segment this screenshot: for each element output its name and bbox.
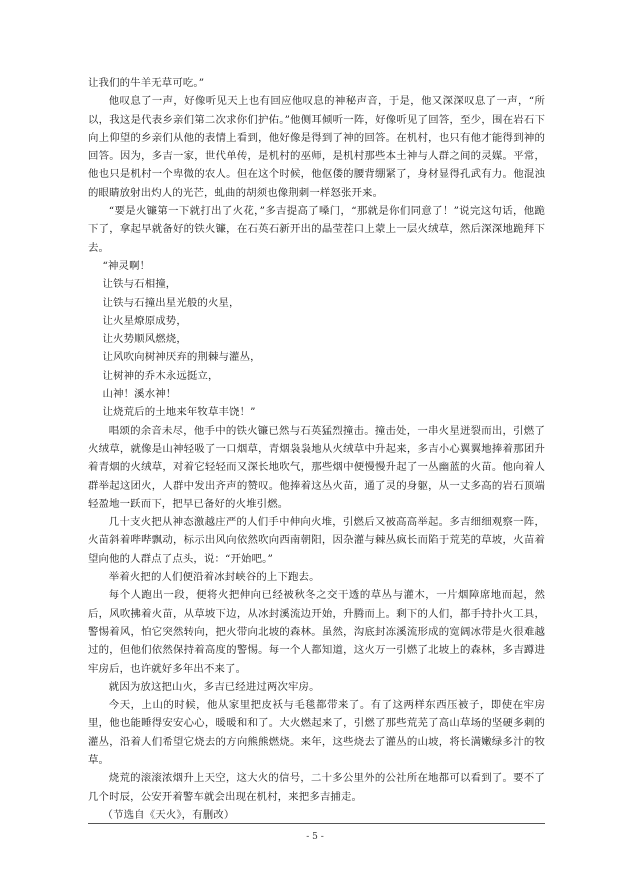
footer-divider [88, 823, 545, 824]
paragraph: 几十支火把从神态激越庄严的人们手中伸向火堆，引燃后又被高高举起。多吉细细观察一阵，火苗斜着哔哔飘动，标示出风向依然吹向西南朝阳，因杂灌与棘丛疯长而陷于荒芜的草坡，火苗着望向他的人群点了点头，说：“开始吧。” [88, 516, 545, 565]
paragraph: 烧荒的滚滚浓烟升上天空，这大火的信号，二十多公里外的公社所在地都可以看到了。要不了几个时辰，公安开着警车就会出现在机村，来把多吉捕走。 [88, 772, 545, 803]
verse-line: 让铁与石相撞， [102, 278, 177, 291]
verse-line: 让风吹向树神厌弃的荆棘与灌丛， [102, 351, 261, 364]
article-body [88, 74, 545, 824]
paragraph: 举着火把的人们便沿着冰封峡谷的上下跑去。 [108, 571, 320, 584]
verse-line: 山神！溪水神！ [102, 388, 177, 401]
page-number: - 5 - [306, 832, 324, 842]
paragraph: 让我们的牛羊无草可吃。” [88, 77, 205, 89]
paragraph: 每个人跑出一段，便将火把伸向已经被秋冬之交干透的草丛与灌木，一片烟障席地而起，然后，风吹拂着火苗，从草坡下边，从冰封溪流边开始，升腾而上。剩下的人们，都手持扑火工具，警惕着风，怕它突然转向，把火带向北坡的森林。虽然，沟底封冻溪流形成的宽阔冰带是火很难越过的，但他们依然保持着高度的警惕。每一个人都知道，这火万一引燃了北坡上的森林，多吉蹲进牢房后，也许就好多年出不来了。 [88, 589, 545, 675]
verse-line: “神灵啊！ [102, 259, 151, 272]
source-note: （节选自《天火》，有删改） [102, 808, 235, 821]
paragraph: 就因为放这把山火，多吉已经进过两次牢房。 [108, 680, 320, 693]
verse-line: 让铁与石撞出星光般的火星， [102, 296, 240, 309]
verse-line: 让烧荒后的土地来年牧草丰饶！” [102, 406, 256, 419]
verse-line: 让火星燎原成势， [102, 314, 187, 327]
paragraph: 今天，上山的时候，他从家里把皮袄与毛毯都带来了。有了这两样东西压被子，即使在牢房里，他也能睡得安安心心，暖暖和和了。大火燃起来了，引燃了那些荒芜了高山草场的坚硬多刺的灌丛，沿着人们希望它烧去的方向熊熊燃烧。来年，这些烧去了灌丛的山坡，将长满嫩绿多汁的牧草。 [88, 699, 545, 766]
paragraph: 唱颂的余音未尽，他手中的铁火镰已然与石英猛烈撞击。撞击处，一串火星迸裂而出，引燃了火绒草，就像是山神轻吸了一口烟草，青烟袅袅地从火绒草中升起来，多吉小心翼翼地捧着那团升着青烟的火绒草，对着它轻轻而又深长地吹气，那些烟中便慢慢升起了一丛幽蓝的火苗。他向着人群举起这团火，人群中发出齐声的赞叹。他捧着这丛火苗，通了灵的身躯，从一丈多高的岩石顶端轻盈地一跃而下，把早已备好的火堆引燃。 [88, 424, 545, 510]
verse-line: 让火势顺风燃烧， [102, 333, 187, 346]
verse-line: 让树神的乔木永远挺立， [102, 369, 219, 382]
paragraph: “要是火镰第一下就打出了火花，”多吉提高了嗓门，“那就是你们同意了！”说完这句话，他跪下了，拿起早就备好的铁火镰，在石英石新开出的晶莹茬口上蒙上一层火绒草，然后深深地跪拜下去。 [88, 205, 545, 254]
paragraph: 他叹息了一声，好像听见天上也有回应他叹息的神秘声音，于是，他又深深叹息了一声，“所以，我这是代表乡亲们第二次求你们护佑。”他侧耳倾听一阵，好像听见了回答，至少，围在岩石下向上仰望的乡亲们从他的表情上看到，他好像是得到了神的回答。在机村，也只有他才能得到神的回答。因为，多吉一家，世代单传，是机村的巫师，是机村那些本土神与人群之间的灵媒。平常，他也只是机村一个卑微的农人。但在这个时候，他伛偻的腰背绷紧了，身材显得孔武有力。他混浊的眼睛放射出灼人的光芒，虬曲的胡须也像荆刺一样怒张开来。 [88, 95, 545, 199]
